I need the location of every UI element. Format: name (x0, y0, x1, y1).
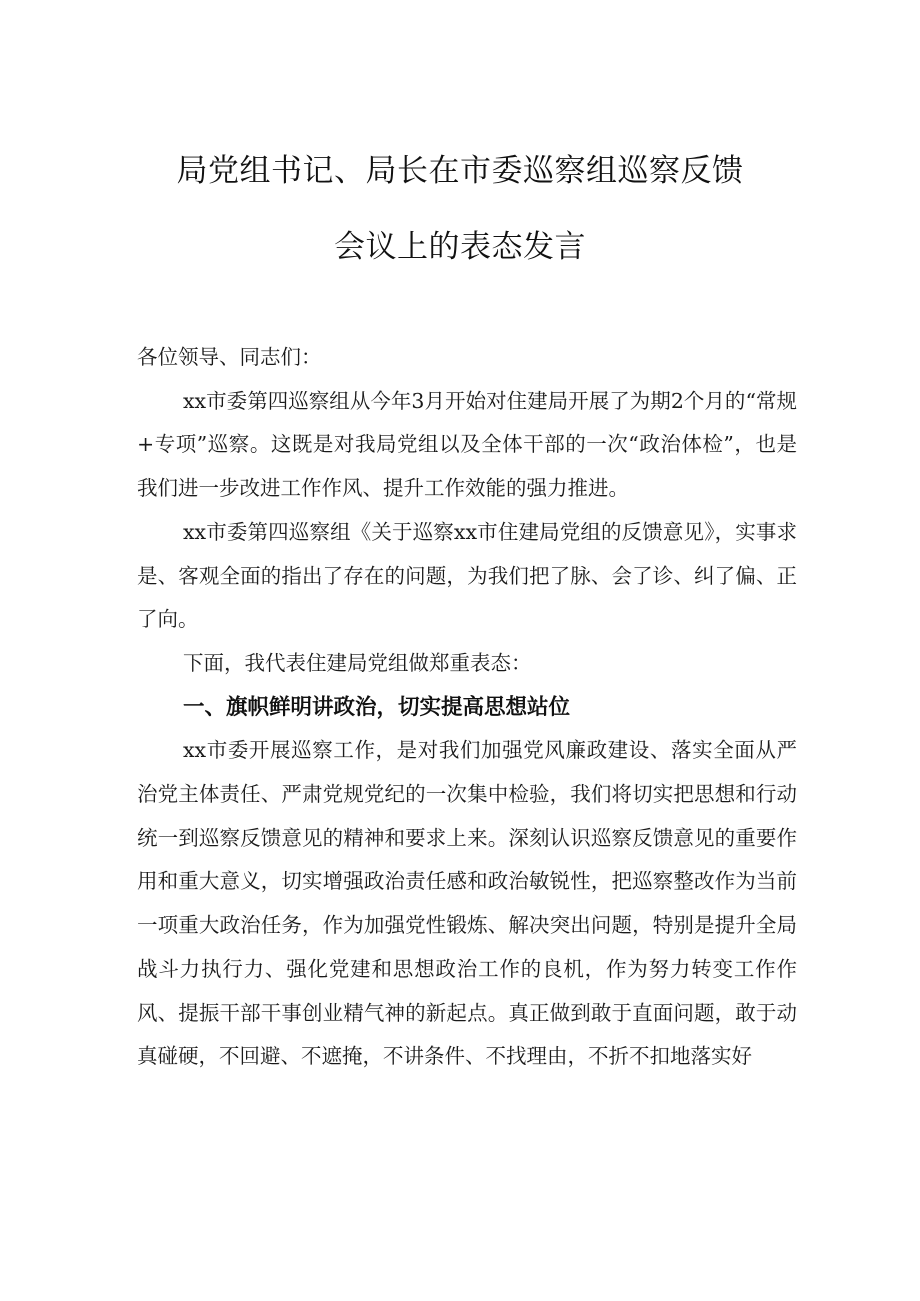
document-body (137, 336, 797, 1079)
paragraph-statement: 下面，我代表住建局党组做郑重表态： (183, 650, 532, 675)
document-title-line-1: 局党组书记、局长在市委巡察组巡察反馈 (176, 153, 744, 189)
section-heading-1: 一、旗帜鲜明讲政治，切实提高思想站位 (183, 694, 571, 720)
paragraph-intro: xx市委第四巡察组从今年3月开始对住建局开展了为期2个月的“常规+专项”巡察。这既是对我局党组以及全体干部的一次“政治体检”，也是我们进一步改进工作作风、提升工作效能的强力推进。 (137, 388, 797, 501)
paragraph-section-1: xx市委开展巡察工作，是对我们加强党风廉政建设、落实全面从严治党主体责任、严肃党规党纪的一次集中检验，我们将切实把思想和行动统一到巡察反馈意见的精神和要求上来。深刻认识巡察反馈意见的重要作用和重大意义，切实增强政治责任感和政治敏锐性，把巡察整改作为当前一项重大政治任务，作为加强党性锻炼、解决突出问题，特别是提升全局战斗力执行力、强化党建和思想政治工作的良机，作为努力转变工作作风、提振干部干事创业精气神的新起点。真正做到敢于直面问题，敢于动真碰硬，不回避、不遮掩，不讲条件、不找理由，不折不扣地落实好 (137, 738, 797, 1069)
document-title-line-2: 会议上的表态发言 (334, 229, 586, 265)
salutation: 各位领导、同志们： (137, 345, 322, 369)
paragraph-feedback: xx市委第四巡察组《关于巡察xx市住建局党组的反馈意见》，实事求是、客观全面的指出了存在的问题，为我们把了脉、会了诊、纠了偏、正了向。 (137, 519, 797, 632)
